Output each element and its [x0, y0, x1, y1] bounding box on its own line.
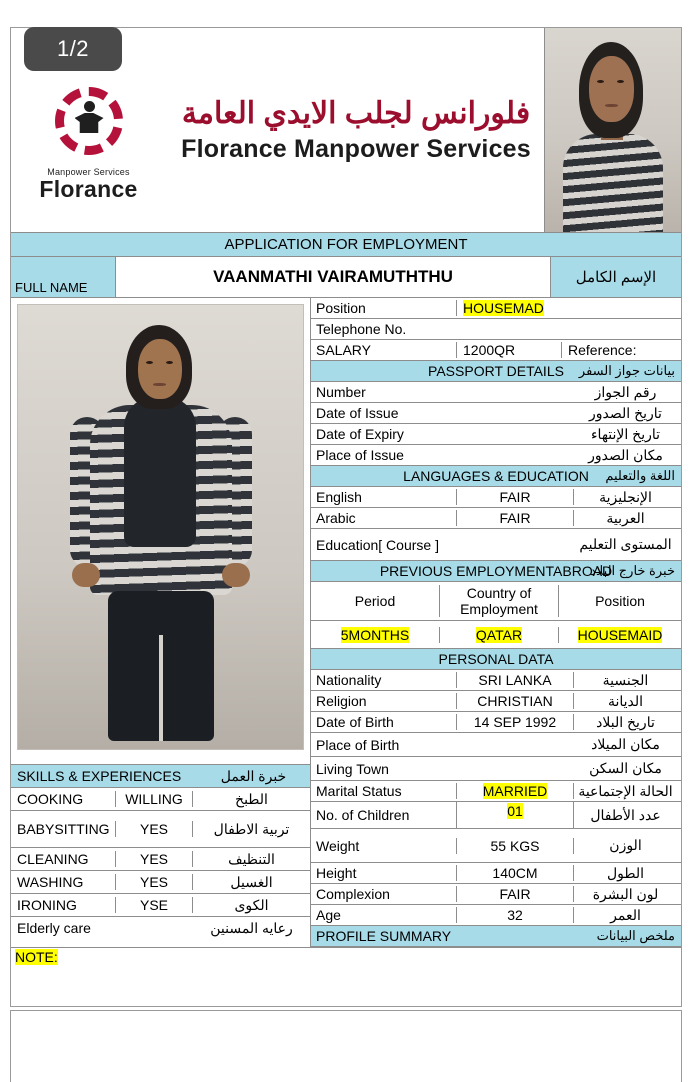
field-label: Arabic: [316, 510, 356, 526]
skill-name-arabic: التنظيف: [228, 850, 275, 867]
salary-value-cell: [456, 342, 680, 358]
table-row: [311, 621, 681, 649]
table-row: [311, 802, 681, 829]
table-row: [311, 863, 681, 884]
field-label: Date of Expiry: [316, 426, 404, 442]
logo-subtitle: Manpower Services: [47, 167, 130, 177]
field-label: Marital Status: [316, 783, 402, 799]
skill-name: COOKING: [17, 791, 84, 807]
field-value: FAIR: [456, 886, 574, 902]
field-label-arabic: العربية: [606, 509, 645, 526]
skill-name: Elderly care: [17, 920, 91, 936]
salary-value: 1200QR: [463, 342, 516, 358]
page-indicator-text: 1/2: [56, 36, 90, 61]
table-row: [311, 757, 681, 781]
next-page-preview: [10, 1010, 682, 1082]
personal-data-band: [311, 649, 681, 670]
field-label: Religion: [316, 693, 367, 709]
table-row: [311, 529, 681, 561]
table-row: [311, 829, 681, 863]
field-label-arabic: الوزن: [609, 837, 642, 853]
field-label: Living Town: [316, 760, 389, 777]
skill-value: WILLING: [115, 791, 193, 807]
note-label: NOTE:: [15, 949, 58, 965]
field-label-arabic: تاريخ الصدور: [589, 404, 662, 421]
passport-section-band: [311, 361, 681, 382]
profile-summary-label-arabic: ملخص البيانات: [596, 928, 675, 943]
skill-name-arabic: الطبخ: [235, 790, 268, 807]
skills-label-english: SKILLS & EXPERIENCES: [17, 768, 182, 784]
languages-label-english: LANGUAGES & EDUCATION: [403, 468, 589, 484]
table-row: [11, 894, 310, 917]
field-label: Date of Birth: [316, 714, 394, 730]
field-label-arabic: المستوى التعليم: [579, 536, 672, 552]
company-title: [166, 28, 546, 232]
application-title-band: APPLICATION FOR EMPLOYMENT: [11, 233, 681, 257]
field-label-arabic: الجنسية: [602, 671, 649, 688]
table-row: [11, 848, 310, 871]
page-indicator-badge: [24, 27, 122, 71]
table-row: [311, 884, 681, 905]
field-label-arabic: مكان السكن: [589, 760, 662, 776]
field-label: Date of Issue: [316, 405, 399, 421]
previous-employment-label-arabic: خبرة خارج البلاد: [590, 563, 675, 578]
column-header-period: Period: [354, 593, 396, 609]
skill-name: BABYSITTING: [17, 821, 110, 837]
field-label: Nationality: [316, 672, 382, 688]
personal-data-label: PERSONAL DATA: [438, 651, 554, 667]
table-row: [311, 691, 681, 712]
table-row: [311, 508, 681, 529]
logo-wordmark: Florance: [39, 176, 138, 202]
field-value: FAIR: [456, 489, 574, 505]
table-row: [11, 871, 310, 894]
field-label: Weight: [316, 837, 360, 854]
skills-label-arabic: خبرة العمل: [220, 767, 287, 784]
applicant-fullbody-photo: [17, 304, 304, 750]
field-label: Education[ Course ]: [316, 536, 439, 553]
table-row: [311, 905, 681, 926]
table-row: [311, 733, 681, 757]
full-name-value: VAANMATHI VAIRAMUTHTHU: [115, 257, 551, 297]
field-label: Place of Birth: [316, 736, 400, 753]
field-value: 55 KGS: [456, 838, 574, 854]
table-row: [311, 403, 681, 424]
previous-employment-header: [311, 582, 681, 621]
field-label-arabic: مكان الصدور: [588, 446, 663, 463]
skills-section-header: [11, 764, 310, 788]
telephone-label: Telephone No.: [316, 321, 407, 337]
note-row: [11, 947, 681, 967]
reference-label: Reference:: [561, 342, 680, 358]
applicant-headshot-photo: [544, 28, 681, 232]
employment-position: HOUSEMAID: [577, 626, 663, 643]
field-label-arabic: رقم الجواز: [594, 383, 657, 400]
full-name-row: [11, 257, 681, 298]
employment-period: 5MONTHS: [340, 626, 410, 643]
field-label-arabic: عدد الأطفال: [590, 806, 661, 823]
skill-name: CLEANING: [17, 851, 89, 867]
previous-employment-band: [311, 561, 681, 582]
field-label-arabic: الطول: [606, 864, 645, 881]
skill-name: IRONING: [17, 897, 77, 913]
skill-name-arabic: الغسيل: [230, 873, 273, 890]
field-label: Age: [316, 907, 341, 923]
column-header-position: Position: [595, 593, 645, 609]
full-name-label: FULL NAME: [15, 280, 88, 295]
position-value-cell: [456, 300, 680, 316]
field-label-arabic: تاريخ البلاد: [596, 713, 655, 730]
table-row: [11, 811, 310, 848]
position-label: Position: [316, 300, 366, 316]
table-row: [311, 781, 681, 802]
skill-name-arabic: الكوى: [234, 896, 269, 913]
field-value: FAIR: [456, 510, 574, 526]
position-row: [311, 298, 681, 319]
salary-label: SALARY: [316, 342, 371, 358]
passport-label-arabic: بيانات جواز السفر: [578, 363, 675, 378]
field-label-arabic: الديانة: [607, 692, 644, 709]
languages-label-arabic: اللغة والتعليم: [605, 468, 675, 483]
field-label-arabic: لون البشرة: [592, 885, 659, 902]
person-icon: [73, 101, 105, 141]
skill-name-arabic: رعايه المسنين: [210, 919, 293, 936]
full-name-label-arabic: الإسم الكامل: [575, 269, 657, 286]
company-title-english: Florance Manpower Services: [181, 135, 531, 163]
employment-country: QATAR: [475, 626, 523, 643]
table-row: [311, 670, 681, 691]
application-form-sheet: [10, 27, 682, 1007]
left-column: [11, 298, 311, 947]
table-row: [311, 487, 681, 508]
field-label: Number: [316, 384, 366, 400]
profile-summary-band: [311, 926, 681, 947]
field-label-arabic: العمر: [610, 906, 641, 923]
skill-name: WASHING: [17, 874, 84, 890]
passport-label-english: PASSPORT DETAILS: [428, 363, 564, 379]
field-label: No. of Children: [316, 807, 410, 823]
salary-row: [311, 340, 681, 361]
company-title-arabic: فلورانس لجلب الايدي العامة: [181, 97, 531, 130]
right-column: [311, 298, 681, 947]
field-value: CHRISTIAN: [456, 693, 574, 709]
skill-name-arabic: تربية الاطفال: [213, 820, 290, 837]
field-value: 140CM: [456, 865, 574, 881]
field-label: Complexion: [316, 886, 390, 902]
skill-value: YES: [115, 874, 193, 890]
field-label-arabic: الإنجليزية: [599, 488, 652, 505]
skill-value: YSE: [115, 897, 193, 913]
skill-value: YES: [115, 821, 193, 837]
field-label-arabic: تاريخ الإنتهاء: [590, 425, 661, 442]
table-row: [311, 382, 681, 403]
languages-section-band: [311, 466, 681, 487]
table-row: [11, 917, 310, 939]
column-header-country: Country of Employment: [439, 585, 559, 617]
previous-employment-label-english: PREVIOUS EMPLOYMENTABROAD: [379, 563, 613, 579]
profile-summary-label: PROFILE SUMMARY: [316, 928, 452, 944]
table-row: [311, 712, 681, 733]
skill-value: YES: [115, 851, 193, 867]
field-value: 01: [507, 803, 523, 819]
field-value: 14 SEP 1992: [456, 714, 574, 730]
field-value: 32: [456, 907, 574, 923]
field-label: Place of Issue: [316, 447, 404, 463]
telephone-row: [311, 319, 681, 340]
position-value: HOUSEMAD: [463, 300, 544, 316]
field-value: SRI LANKA: [456, 672, 574, 688]
logo-icon: [47, 87, 131, 165]
field-label: Height: [316, 865, 357, 881]
field-label: English: [316, 489, 362, 505]
field-label-arabic: الحالة الإجتماعية: [578, 782, 673, 799]
field-value: MARRIED: [482, 783, 548, 799]
table-row: [311, 424, 681, 445]
table-row: [11, 788, 310, 811]
field-label-arabic: مكان الميلاد: [591, 736, 660, 752]
form-body: [11, 298, 681, 947]
table-row: [311, 445, 681, 466]
